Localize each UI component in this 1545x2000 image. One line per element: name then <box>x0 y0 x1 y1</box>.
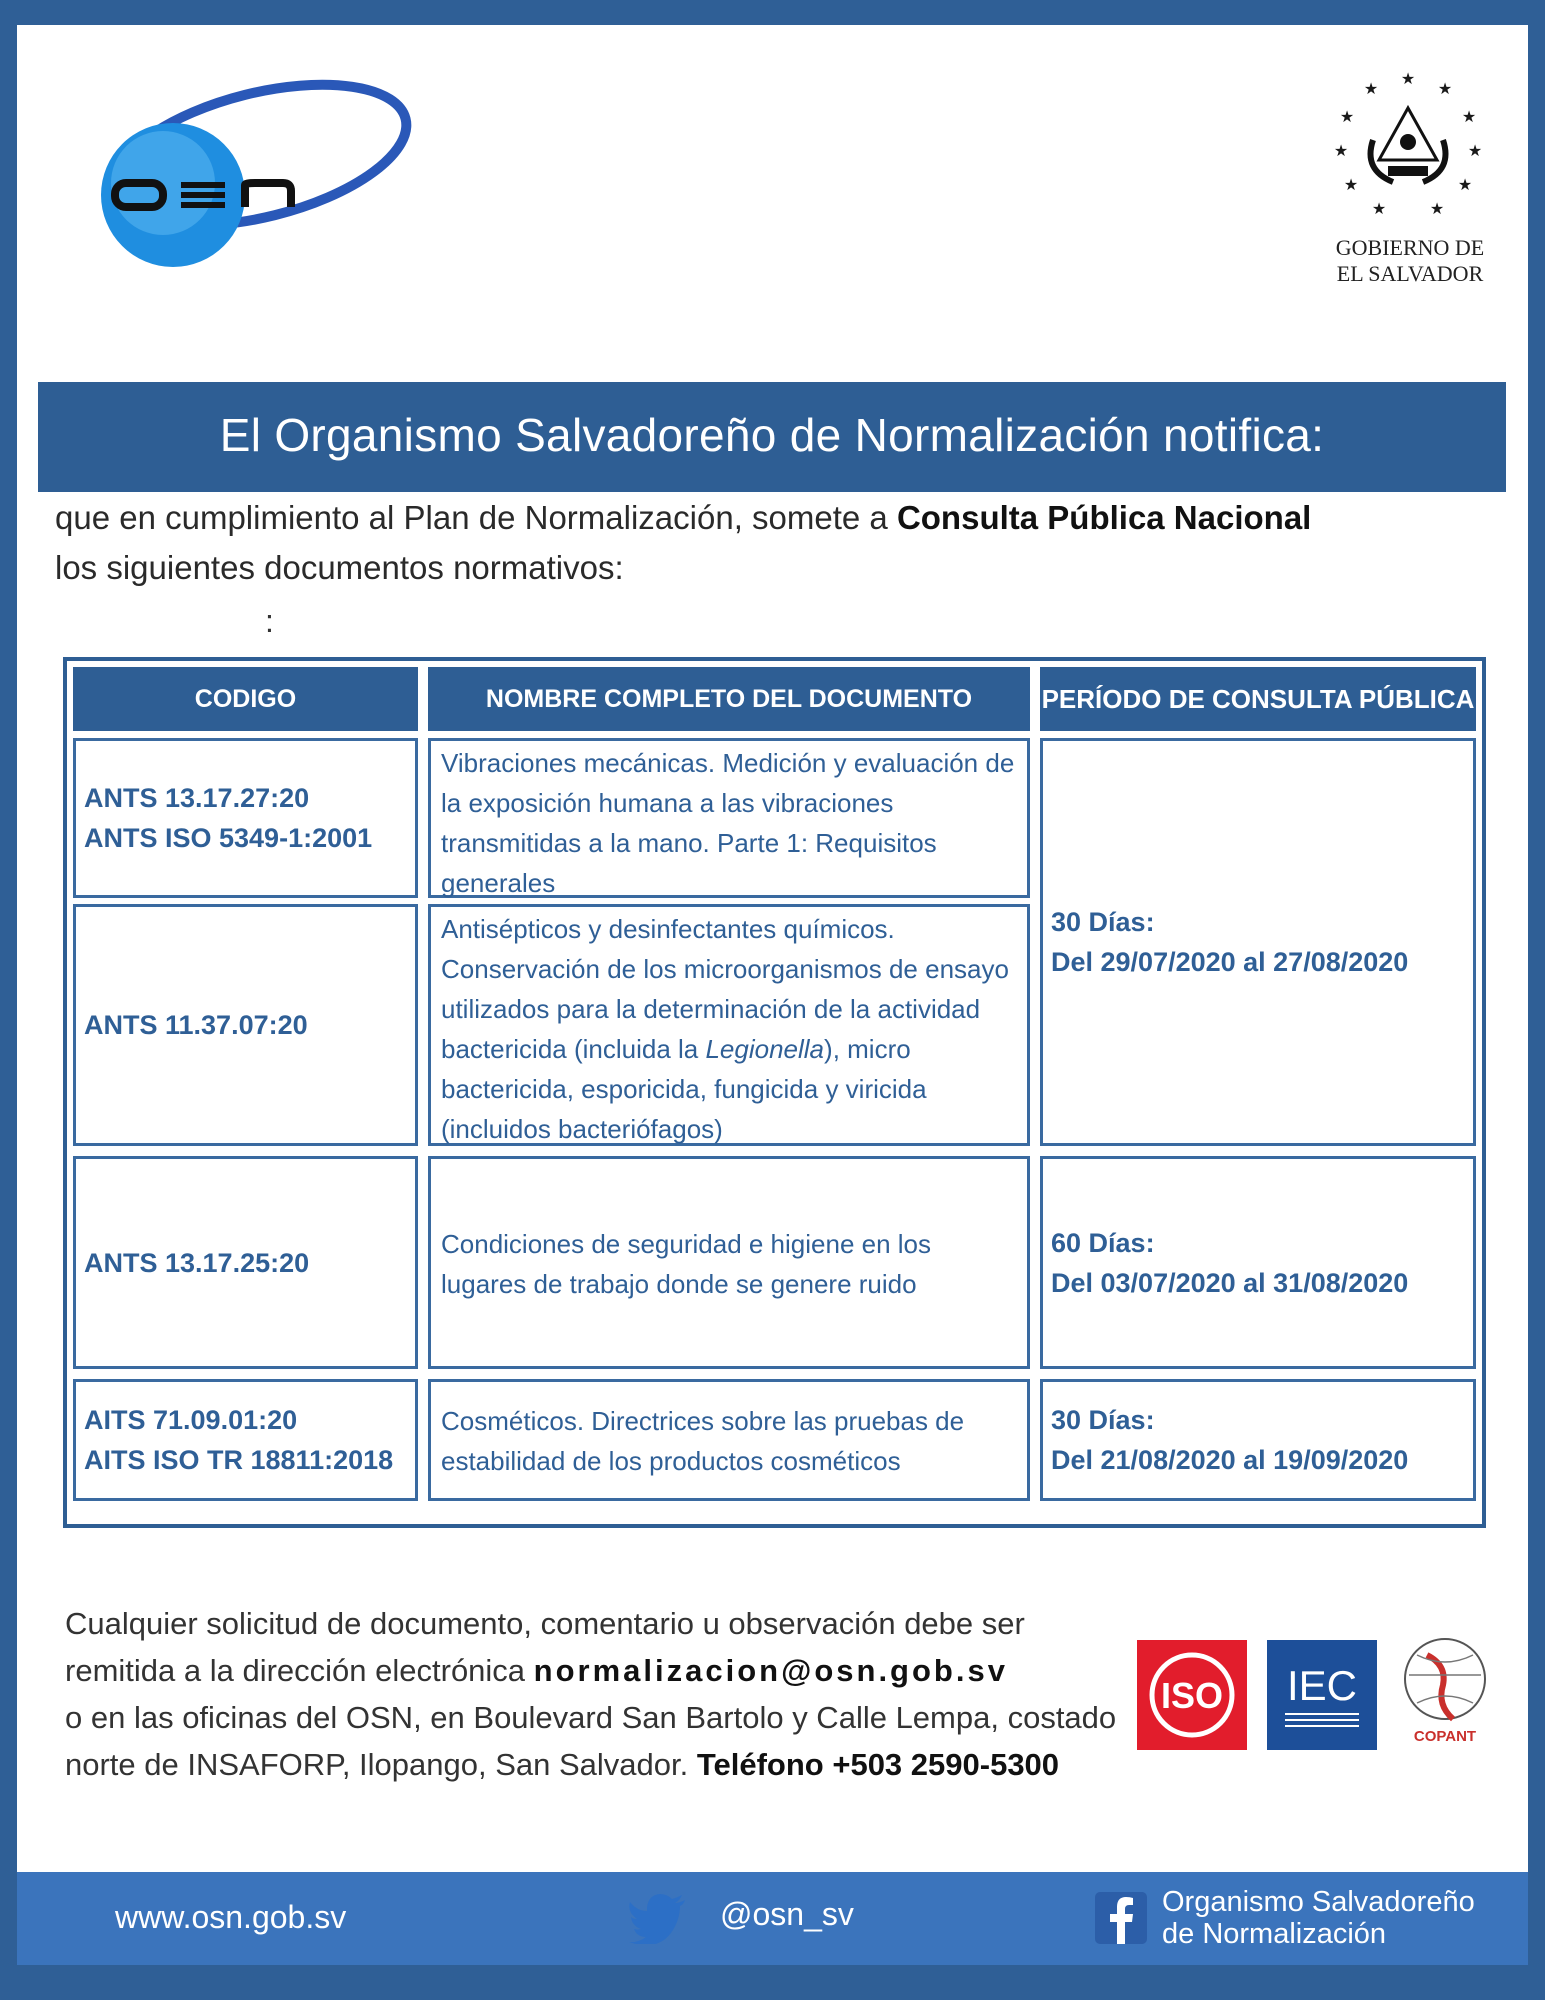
svg-text:★: ★ <box>1333 141 1349 160</box>
table-row-1-name <box>428 738 1030 898</box>
contact-phone: Teléfono +503 2590-5300 <box>696 1747 1060 1782</box>
facebook-icon[interactable] <box>1095 1892 1147 1944</box>
table-row-1-code <box>73 738 418 898</box>
intro-line-2: los siguientes documentos normativos: <box>55 549 624 586</box>
svg-text:★: ★ <box>1467 141 1483 160</box>
row-2-code-1: ANTS 11.37.07:20 <box>84 1010 308 1040</box>
row-1-name-text: Vibraciones mecánicas. Medición y evaluación de la exposición humana a las vibraciones transmitidas a la mano. Parte 1: Requisitos generales <box>441 748 1015 898</box>
svg-text:★: ★ <box>1457 175 1473 194</box>
svg-text:★: ★ <box>1437 79 1453 98</box>
table-period-2 <box>1040 1156 1476 1369</box>
facebook-line-2: de Normalización <box>1162 1918 1387 1950</box>
header-codigo: CODIGO <box>73 667 418 731</box>
row-4-code-2: AITS ISO TR 18811:2018 <box>84 1445 394 1475</box>
row-1-code-1: ANTS 13.17.27:20 <box>84 783 310 813</box>
row-2-name-italic: Legionella <box>705 1034 825 1064</box>
osn-logo <box>75 65 415 275</box>
facebook-page-link[interactable] <box>1162 1886 1475 1950</box>
period-3-range: Del 21/08/2020 al 19/09/2020 <box>1051 1445 1409 1475</box>
gobierno-logo <box>1305 50 1515 290</box>
intro-line-1-text: que en cumplimiento al Plan de Normalización, somete a <box>55 499 897 536</box>
table-row-2-code <box>73 904 418 1146</box>
row-2-name-post: ), micro bactericida, esporicida, fungicida y viricida (incluidos bacteriófagos) <box>441 1034 927 1144</box>
intro-colon: : <box>265 603 274 639</box>
copant-logo-text: COPANT <box>1413 1728 1477 1745</box>
contact-email-link[interactable]: normalizacion@osn.gob.sv <box>533 1653 1008 1688</box>
contact-line-2-text: remitida a la dirección electrónica <box>65 1653 534 1688</box>
table-row-2-name <box>428 904 1030 1146</box>
notice-banner: El Organismo Salvadoreño de Normalización notifica: <box>38 382 1506 492</box>
table-row-3-name <box>428 1156 1030 1369</box>
row-3-code-1: ANTS 13.17.25:20 <box>84 1247 310 1278</box>
row-2-name-text <box>441 909 1017 1149</box>
iec-logo <box>1267 1640 1377 1750</box>
gov-text-line1: GOBIERNO DE <box>1335 235 1485 260</box>
row-2-name-pre: Antisépticos y desinfectantes químicos. Conservación de los microorganismos de ensayo utilizados para la determinación de la actividad bactericida (incluida la <box>441 914 1009 1064</box>
period-2-days: 60 Días: <box>1051 1227 1155 1258</box>
contact-line-4-text: norte de INSAFORP, Ilopango, San Salvador. <box>65 1747 697 1782</box>
header-periodo: PERÍODO DE CONSULTA PÚBLICA <box>1040 667 1476 731</box>
contact-info <box>65 1600 1125 1788</box>
contact-line-4 <box>65 1741 1125 1788</box>
period-3-days: 30 Días: <box>1051 1405 1155 1435</box>
documents-table <box>63 657 1486 1528</box>
twitter-icon[interactable] <box>629 1894 687 1944</box>
row-3-name-text: Condiciones de seguridad e higiene en los lugares de trabajo donde se genere ruido <box>441 1228 932 1299</box>
row-4-name-text: Cosméticos. Directrices sobre las pruebas de estabilidad de los productos cosméticos <box>441 1406 965 1476</box>
copant-logo <box>1397 1635 1493 1750</box>
contact-line-2 <box>65 1647 1125 1694</box>
contact-line-1: Cualquier solicitud de documento, comentario u observación debe ser <box>65 1606 1025 1641</box>
table-row-3-code <box>73 1156 418 1369</box>
row-1-code-2: ANTS ISO 5349-1:2001 <box>84 823 373 853</box>
svg-text:★: ★ <box>1429 199 1445 218</box>
iec-logo-text: IEC <box>1286 1662 1358 1709</box>
table-period-1 <box>1040 738 1476 1146</box>
svg-text:★: ★ <box>1343 175 1359 194</box>
iso-logo <box>1137 1640 1247 1750</box>
period-1-range: Del 29/07/2020 al 27/08/2020 <box>1051 947 1409 977</box>
svg-text:★: ★ <box>1339 107 1355 126</box>
contact-line-3: o en las oficinas del OSN, en Boulevard San Bartolo y Calle Lempa, costado <box>65 1700 1117 1735</box>
svg-text:★: ★ <box>1400 70 1416 88</box>
svg-text:★: ★ <box>1461 107 1477 126</box>
twitter-handle[interactable]: @osn_sv <box>720 1896 854 1932</box>
row-4-code-1: AITS 71.09.01:20 <box>84 1405 298 1435</box>
el-salvador-seal-icon <box>1333 70 1483 220</box>
svg-text:★: ★ <box>1363 79 1379 98</box>
notice-page <box>17 25 1528 1965</box>
table-row-4-name <box>428 1379 1030 1501</box>
iso-logo-text: ISO <box>1160 1675 1224 1716</box>
website-link[interactable]: www.osn.gob.sv <box>115 1899 347 1935</box>
facebook-line-1: Organismo Salvadoreño <box>1162 1886 1475 1918</box>
header-nombre: NOMBRE COMPLETO DEL DOCUMENTO <box>428 667 1030 731</box>
gov-text-line2: EL SALVADOR <box>1336 261 1484 286</box>
svg-text:★: ★ <box>1371 199 1387 218</box>
footer-bar <box>17 1872 1528 1965</box>
consulta-publica-label: Consulta Pública Nacional <box>896 499 1312 536</box>
intro-line-1 <box>55 493 1505 543</box>
table-row-4-code <box>73 1379 418 1501</box>
intro-text <box>55 493 1505 593</box>
table-period-3 <box>1040 1379 1476 1501</box>
period-1-days: 30 Días: <box>1051 907 1155 937</box>
period-2-range: Del 03/07/2020 al 31/08/2020 <box>1051 1267 1409 1298</box>
